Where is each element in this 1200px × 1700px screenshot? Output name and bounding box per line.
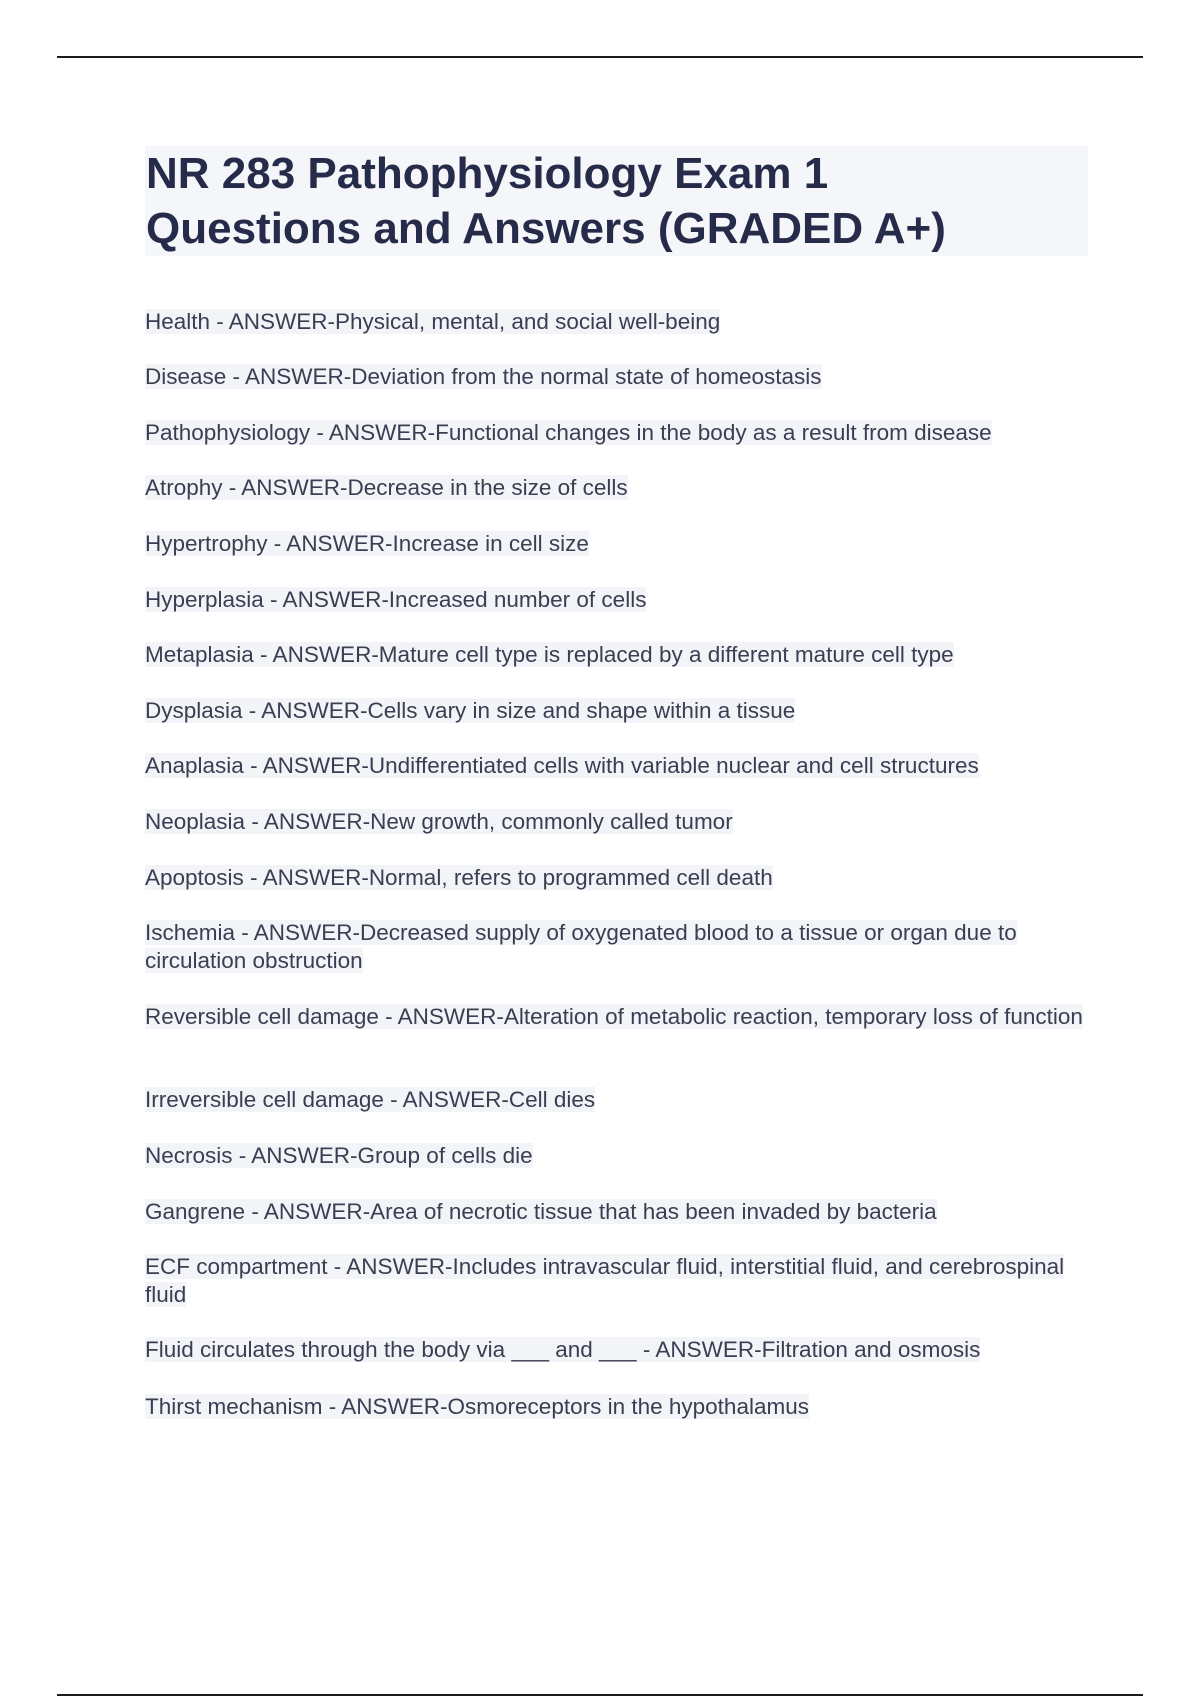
qa-item-anaplasia	[145, 752, 1095, 808]
qa-text: Ischemia - ANSWER-Decreased supply of oxygenated blood to a tissue or organ due to circulation obstruction	[145, 920, 1017, 973]
document-title: NR 283 Pathophysiology Exam 1 Questions and Answers (GRADED A+)	[146, 149, 946, 253]
qa-item-ischemia	[145, 919, 1095, 1003]
qa-item-apoptosis	[145, 864, 1095, 919]
qa-item-dysplasia	[145, 697, 1095, 752]
qa-text: Gangrene - ANSWER-Area of necrotic tissue that has been invaded by bacteria	[145, 1199, 937, 1224]
qa-text: Health - ANSWER-Physical, mental, and social well-being	[145, 309, 721, 334]
qa-item-atrophy	[145, 474, 1095, 530]
qa-item-neoplasia	[145, 808, 1095, 864]
qa-text: Disease - ANSWER-Deviation from the normal state of homeostasis	[145, 364, 822, 389]
qa-text: Hypertrophy - ANSWER-Increase in cell size	[145, 531, 589, 556]
qa-list	[145, 308, 1095, 1433]
qa-item-health	[145, 308, 1095, 363]
qa-item-reversible-cell-damage	[145, 1003, 1095, 1086]
qa-item-irreversible-cell-damage	[145, 1086, 1095, 1142]
qa-item-thirst-mechanism	[145, 1393, 1095, 1433]
qa-text: Atrophy - ANSWER-Decrease in the size of cells	[145, 475, 628, 500]
qa-text: Neoplasia - ANSWER-New growth, commonly called tumor	[145, 809, 733, 834]
qa-item-necrosis	[145, 1142, 1095, 1198]
qa-text: ECF compartment - ANSWER-Includes intravascular fluid, interstitial fluid, and cerebrospinal fluid	[145, 1254, 1065, 1307]
qa-item-fluid-circulation	[145, 1336, 1095, 1393]
qa-text: Hyperplasia - ANSWER-Increased number of cells	[145, 587, 647, 612]
qa-item-hypertrophy	[145, 530, 1095, 586]
qa-text: Apoptosis - ANSWER-Normal, refers to programmed cell death	[145, 865, 773, 890]
qa-text: Reversible cell damage - ANSWER-Alteration of metabolic reaction, temporary loss of function	[145, 1004, 1083, 1029]
qa-text: Pathophysiology - ANSWER-Functional changes in the body as a result from disease	[145, 420, 992, 445]
qa-item-pathophysiology	[145, 419, 1095, 474]
top-divider	[57, 56, 1143, 58]
qa-text: Irreversible cell damage - ANSWER-Cell dies	[145, 1087, 596, 1112]
bottom-divider	[57, 1694, 1143, 1696]
qa-item-ecf-compartment	[145, 1253, 1095, 1336]
qa-item-metaplasia	[145, 641, 1095, 697]
qa-item-disease	[145, 363, 1095, 419]
qa-text: Dysplasia - ANSWER-Cells vary in size and shape within a tissue	[145, 698, 796, 723]
qa-text: Metaplasia - ANSWER-Mature cell type is replaced by a different mature cell type	[145, 642, 954, 667]
qa-item-hyperplasia	[145, 586, 1095, 641]
qa-item-gangrene	[145, 1198, 1095, 1253]
qa-text: Anaplasia - ANSWER-Undifferentiated cells with variable nuclear and cell structures	[145, 753, 979, 778]
qa-text: Necrosis - ANSWER-Group of cells die	[145, 1143, 533, 1168]
qa-text: Thirst mechanism - ANSWER-Osmoreceptors in the hypothalamus	[145, 1394, 809, 1419]
qa-text: Fluid circulates through the body via ___ and ___ - ANSWER-Filtration and osmosis	[145, 1337, 981, 1362]
title-block	[145, 146, 1088, 256]
